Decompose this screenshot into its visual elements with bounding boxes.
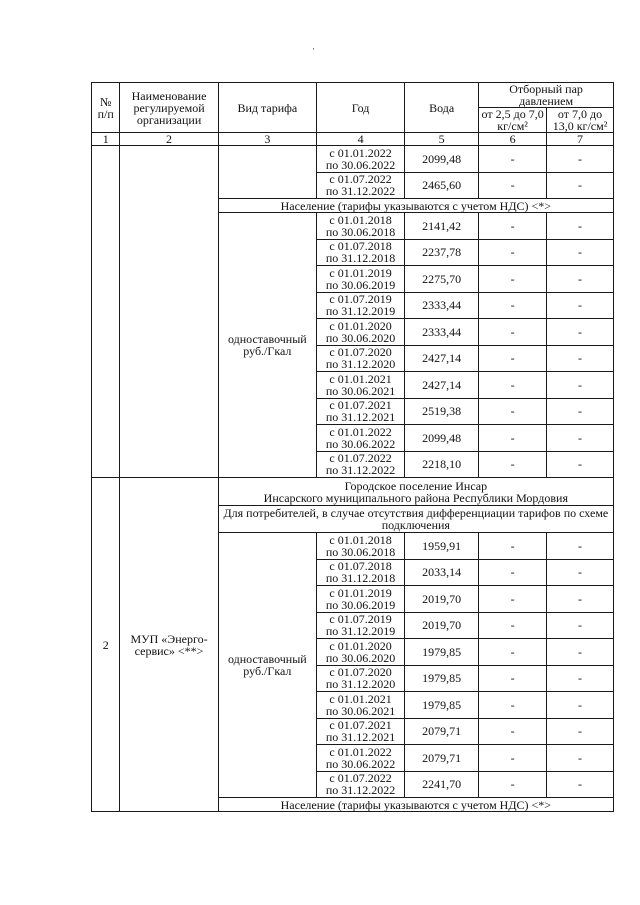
col-number: 7 — [547, 133, 614, 146]
section1-org — [120, 146, 218, 478]
water-value: 2427,14 — [405, 372, 479, 399]
header-num: № п/п — [92, 83, 120, 133]
steam-high-value: - — [547, 559, 614, 586]
steam-high-value: - — [547, 451, 614, 478]
steam-low-value: - — [479, 266, 547, 293]
col-number: 2 — [120, 133, 218, 146]
steam-low-value: - — [479, 533, 547, 560]
page-mark: · — [312, 44, 315, 54]
period-from: с 01.01.2022 — [329, 424, 392, 439]
water-value: 2019,70 — [405, 586, 479, 613]
col-number: 1 — [92, 133, 120, 146]
period-from: с 01.07.2020 — [329, 665, 392, 680]
period-from: с 01.01.2018 — [329, 212, 392, 227]
period-to: по 30.06.2022 — [325, 756, 396, 771]
period-cell — [317, 172, 405, 199]
period-cell — [317, 692, 405, 719]
period-to: по 30.06.2022 — [325, 157, 396, 172]
period-cell — [317, 266, 405, 293]
period-cell — [317, 239, 405, 266]
period-cell — [317, 586, 405, 613]
period-from: с 01.07.2022 — [329, 451, 392, 466]
period-cell — [317, 345, 405, 372]
period-cell — [317, 718, 405, 745]
period-cell — [317, 451, 405, 478]
period-to: по 31.12.2019 — [325, 624, 396, 639]
period-from: с 01.01.2020 — [329, 318, 392, 333]
period-to: по 31.12.2020 — [325, 357, 396, 372]
header-type: Вид тарифа — [218, 83, 316, 133]
period-cell — [317, 771, 405, 798]
period-to: по 30.06.2021 — [325, 703, 396, 718]
col-number: 6 — [479, 133, 547, 146]
section1-num — [92, 146, 120, 478]
period-to: по 30.06.2018 — [325, 544, 396, 559]
period-from: с 01.07.2022 — [329, 771, 392, 786]
water-value: 1979,85 — [405, 665, 479, 692]
steam-low-value: - — [479, 213, 547, 240]
steam-high-value: - — [547, 172, 614, 199]
period-from: с 01.01.2021 — [329, 691, 392, 706]
period-from: с 01.01.2018 — [329, 532, 392, 547]
steam-high-value: - — [547, 692, 614, 719]
water-value: 2079,71 — [405, 745, 479, 772]
section1-population-label: Население (тарифы указываются с учетом НДС) <*> — [218, 199, 613, 213]
period-cell — [317, 533, 405, 560]
steam-high-value: - — [547, 345, 614, 372]
settlement-line: Инсарского муниципального района Республики Мордовия — [263, 490, 568, 505]
steam-high-value: - — [547, 665, 614, 692]
section2-org: МУП «Энерго-сервис» <**> — [120, 478, 218, 812]
steam-high-value: - — [547, 771, 614, 798]
steam-low-value: - — [479, 771, 547, 798]
period-cell — [317, 665, 405, 692]
period-from: с 01.07.2018 — [329, 559, 392, 574]
period-from: с 01.01.2021 — [329, 371, 392, 386]
steam-high-value: - — [547, 319, 614, 346]
period-to: по 31.12.2022 — [325, 184, 396, 199]
water-value: 2237,78 — [405, 239, 479, 266]
header-water: Вода — [405, 83, 479, 133]
steam-low-value: - — [479, 451, 547, 478]
period-from: с 01.01.2019 — [329, 585, 392, 600]
steam-low-value: - — [479, 425, 547, 452]
steam-high-value: - — [547, 239, 614, 266]
period-from: с 01.01.2019 — [329, 265, 392, 280]
water-value: 2033,14 — [405, 559, 479, 586]
section2-num: 2 — [92, 478, 120, 812]
water-value: 2333,44 — [405, 292, 479, 319]
steam-low-value: - — [479, 559, 547, 586]
steam-low-value: - — [479, 292, 547, 319]
water-value: 2465,60 — [405, 172, 479, 199]
period-to: по 30.06.2019 — [325, 277, 396, 292]
steam-low-value: - — [479, 586, 547, 613]
steam-high-value: - — [547, 639, 614, 666]
period-from: с 01.01.2022 — [329, 744, 392, 759]
period-from: с 01.07.2018 — [329, 239, 392, 254]
water-value: 2099,48 — [405, 146, 479, 173]
header-steam-high: от 7,0 до 13,0 кг/см² — [547, 108, 614, 133]
water-value: 2427,14 — [405, 345, 479, 372]
period-cell — [317, 398, 405, 425]
steam-low-value: - — [479, 146, 547, 173]
period-to: по 30.06.2020 — [325, 650, 396, 665]
water-value: 2079,71 — [405, 718, 479, 745]
period-from: с 01.07.2019 — [329, 612, 392, 627]
steam-low-value: - — [479, 612, 547, 639]
steam-low-value: - — [479, 665, 547, 692]
steam-high-value: - — [547, 533, 614, 560]
col-number: 4 — [317, 133, 405, 146]
period-to: по 31.12.2021 — [325, 730, 396, 745]
tariff-table — [91, 82, 614, 812]
period-from: с 01.07.2020 — [329, 345, 392, 360]
settlement-label — [218, 478, 613, 506]
water-value: 2241,70 — [405, 771, 479, 798]
water-value: 2218,10 — [405, 451, 479, 478]
period-from: с 01.01.2022 — [329, 145, 392, 160]
steam-high-value: - — [547, 612, 614, 639]
section1-top-type — [218, 146, 316, 199]
steam-low-value: - — [479, 172, 547, 199]
section2-population-label: Население (тарифы указываются с учетом НДС) <*> — [218, 798, 613, 812]
steam-low-value: - — [479, 398, 547, 425]
period-to: по 30.06.2021 — [325, 383, 396, 398]
water-value: 2275,70 — [405, 266, 479, 293]
steam-low-value: - — [479, 319, 547, 346]
header-steam-low: от 2,5 до 7,0 кг/см² — [479, 108, 547, 133]
water-value: 2141,42 — [405, 213, 479, 240]
header-org: Наименование регулируемой организации — [120, 83, 218, 133]
section1-tariff-type: одноставочный руб./Гкал — [218, 213, 316, 478]
period-cell — [317, 213, 405, 240]
header-steam: Отборный пар давлением — [479, 83, 614, 108]
period-cell — [317, 292, 405, 319]
steam-low-value: - — [479, 718, 547, 745]
period-cell — [317, 372, 405, 399]
period-cell — [317, 612, 405, 639]
period-to: по 31.12.2021 — [325, 410, 396, 425]
steam-low-value: - — [479, 372, 547, 399]
period-to: по 30.06.2018 — [325, 224, 396, 239]
settlement-line: Городское поселение Инсар — [344, 478, 488, 493]
water-value: 1979,85 — [405, 692, 479, 719]
period-cell — [317, 745, 405, 772]
period-from: с 01.07.2019 — [329, 292, 392, 307]
water-value: 2519,38 — [405, 398, 479, 425]
steam-high-value: - — [547, 425, 614, 452]
period-cell — [317, 319, 405, 346]
header-year: Год — [317, 83, 405, 133]
period-to: по 31.12.2020 — [325, 677, 396, 692]
period-to: по 31.12.2022 — [325, 463, 396, 478]
steam-high-value: - — [547, 213, 614, 240]
col-number: 3 — [218, 133, 316, 146]
period-to: по 31.12.2018 — [325, 251, 396, 266]
water-value: 2099,48 — [405, 425, 479, 452]
steam-low-value: - — [479, 639, 547, 666]
period-to: по 31.12.2022 — [325, 783, 396, 798]
period-from: с 01.07.2021 — [329, 398, 392, 413]
period-to: по 30.06.2020 — [325, 330, 396, 345]
steam-low-value: - — [479, 745, 547, 772]
steam-high-value: - — [547, 718, 614, 745]
water-value: 2019,70 — [405, 612, 479, 639]
steam-high-value: - — [547, 586, 614, 613]
steam-high-value: - — [547, 398, 614, 425]
steam-high-value: - — [547, 146, 614, 173]
table-row — [92, 478, 614, 506]
period-to: по 31.12.2018 — [325, 571, 396, 586]
period-cell — [317, 425, 405, 452]
period-cell — [317, 639, 405, 666]
water-value: 2333,44 — [405, 319, 479, 346]
period-to: по 30.06.2022 — [325, 436, 396, 451]
table-row — [92, 146, 614, 173]
period-to: по 30.06.2019 — [325, 597, 396, 612]
period-from: с 01.01.2020 — [329, 638, 392, 653]
water-value: 1959,91 — [405, 533, 479, 560]
period-cell — [317, 146, 405, 173]
period-to: по 31.12.2019 — [325, 304, 396, 319]
steam-high-value: - — [547, 266, 614, 293]
section2-tariff-type: одноставочный руб./Гкал — [218, 533, 316, 798]
period-cell — [317, 559, 405, 586]
consumers-label: Для потребителей, в случае отсутствия дифференциации тарифов по схеме подключения — [218, 506, 613, 533]
steam-low-value: - — [479, 345, 547, 372]
steam-low-value: - — [479, 239, 547, 266]
steam-high-value: - — [547, 292, 614, 319]
steam-high-value: - — [547, 372, 614, 399]
period-from: с 01.07.2021 — [329, 718, 392, 733]
steam-low-value: - — [479, 692, 547, 719]
steam-high-value: - — [547, 745, 614, 772]
col-number: 5 — [405, 133, 479, 146]
period-from: с 01.07.2022 — [329, 172, 392, 187]
water-value: 1979,85 — [405, 639, 479, 666]
